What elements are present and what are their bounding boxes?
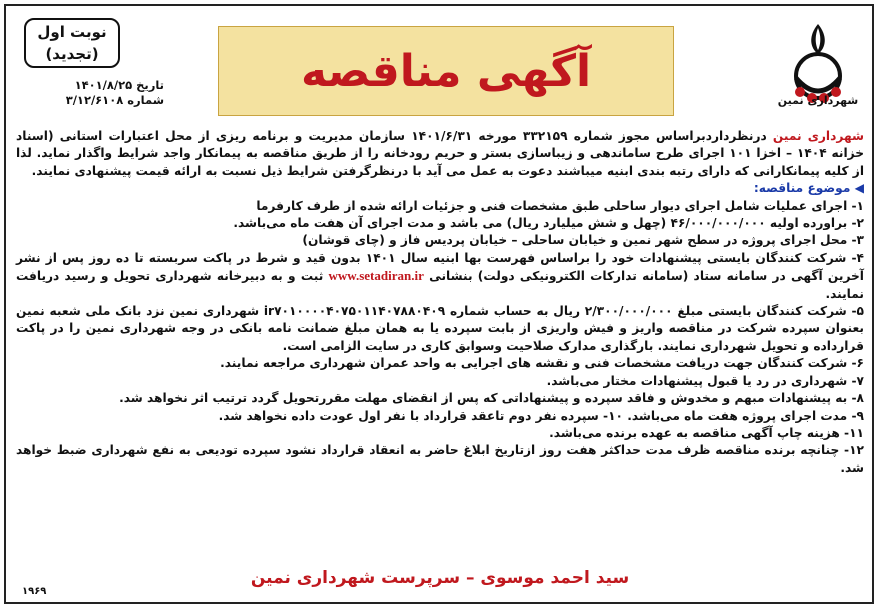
notice-number: شماره ۳/۱۲/۶۱۰۸ xyxy=(65,93,164,107)
list-item: ۶- شرکت کنندگان جهت دریافت مشخصات فنی و نقشه های اجرایی به واحد عمران شهرداری مراجعه نمایند. xyxy=(220,356,864,371)
list-item xyxy=(16,250,864,303)
badge-line1: نوبت اول xyxy=(37,23,107,41)
list-item: ۵- شرکت کنندگان بایستی مبلغ ۲/۳۰۰/۰۰۰/۰۰۰ ریال به حساب شماره ir۷۰۱۰۰۰۰۴۰۷۵۰۱۱۴۰۷۸۸۰۴۰۹ شهرداری نمین نزد بانک ملی شعبه نمین بعنوان سپرده شرکت در مناقصه واریز و فیش واریزی از بابت سپرده یا به همان مبلغ ضمانت نامه بانکی در وجه شهرداری نمین را در پاکت قرارداده و تحویل شهرداری نمایند. بارگذاری مدارک صلاحیت وسوابق کاری در سایت الزامی است. xyxy=(16,304,864,353)
list-item: ۹- مدت اجرای پروژه هفت ماه می‌باشد. ۱۰- سپرده نفر دوم تاعقد قرارداد با نفر اول عودت داده نخواهد شد. xyxy=(218,408,864,423)
arrow-left-icon: ◀ xyxy=(854,181,864,196)
list-item: ۳- محل اجرای پروژه در سطح شهر نمین و خیابان ساحلی – خیابان پردیس فاز و (چای قوشان) xyxy=(302,233,864,248)
intro-text: درنظرداردبراساس مجوز شماره ۳۳۲۱۵۹ مورخه ۱۴۰۱/۶/۳۱ سازمان مدیریت و برنامه ریزی از محل اعتبارات استانی (اسناد خزانه ۱۴۰۴ – اخزا ۱۰۱ اجرای طرح ساماندهی و زیباسازی بستر و حریم رودخانه را از طریق مناقصه به پیمانکار واجد شرایط واگذار نماید. لذا از کلیه پیمانکارانی که دارای رتبه بندی ابنیه میباشند دعوت به عمل می آید با درنظرگرفتن شرایط ذیل نسبت به ارائه قیمت پیشنهادی نمایند. xyxy=(16,129,864,178)
intro-municipality: شهرداری نمین xyxy=(772,129,864,143)
signature: سید احمد موسوی – سرپرست شهرداری نمین xyxy=(250,568,630,588)
list-item: ۷- شهرداری در رد یا قبول پیشنهادات مختار می‌باشد. xyxy=(546,373,864,388)
website-link[interactable]: www.setadiran.ir xyxy=(328,268,424,284)
list-item: ۱۲- چنانچه برنده مناقصه ظرف مدت حداکثر هفت روز ازتاریخ ابلاغ حاضر به انعقاد قرارداد نشود سپرده تودیعی به نفع شهرداری ضبط خواهد شد. xyxy=(16,443,864,475)
intro-paragraph xyxy=(16,128,864,180)
list-item: ۱- اجرای عملیات شامل اجرای دیوار ساحلی طبق مشخصات فنی و جزئیات ارائه شده از طرف کارفرما xyxy=(256,198,864,213)
notice-meta xyxy=(14,78,164,108)
list-item: ۸- به پیشنهادات مبهم و مخدوش و فاقد سپرده و پیشنهاداتی که پس از انقضای مهلت مقررتحویل گردد ترتیب اثر نخواهد شد. xyxy=(119,391,864,406)
item-4-text: ۴- شرکت کنندگان بایستی پیشنهادات خود را براساس فهرست بها ابنیه سال ۱۴۰۱ بدون قید و شرط در پاکت سربسته تا ده روز پس از نشر آخرین آگهی در سامانه ستاد (سامانه تدارکات الکترونیکی دولت) بنشانی xyxy=(16,250,864,284)
topic-heading xyxy=(16,180,864,197)
item-4-tail: ثبت و به دبیرخانه شهرداری تحویل و رسید دریافت نمایند. xyxy=(16,269,864,301)
notice-body xyxy=(16,128,864,477)
round-badge xyxy=(24,18,120,68)
title-banner xyxy=(218,26,674,116)
footer-number: ۱۹۶۹ xyxy=(22,586,47,597)
logo-caption: شهرداری نمین xyxy=(777,94,859,107)
list-item: ۲- براورده اولیه ۴۶/۰۰۰/۰۰۰/۰۰۰ (چهل و شش میلیارد ریال) می باشد و مدت اجرای آن هفت ماه می‌باشد. xyxy=(233,216,864,231)
page-title: آگهی مناقصه xyxy=(300,45,592,97)
list-item: ۱۱- هزینه چاپ آگهی مناقصه به عهده برنده می‌باشد. xyxy=(549,425,864,440)
badge-line2: (تجدید) xyxy=(45,45,99,63)
topic-label: موضوع مناقصه: xyxy=(753,181,851,196)
conditions-list xyxy=(16,198,864,478)
notice-date: تاریخ ۱۴۰۱/۸/۲۵ xyxy=(74,78,164,92)
